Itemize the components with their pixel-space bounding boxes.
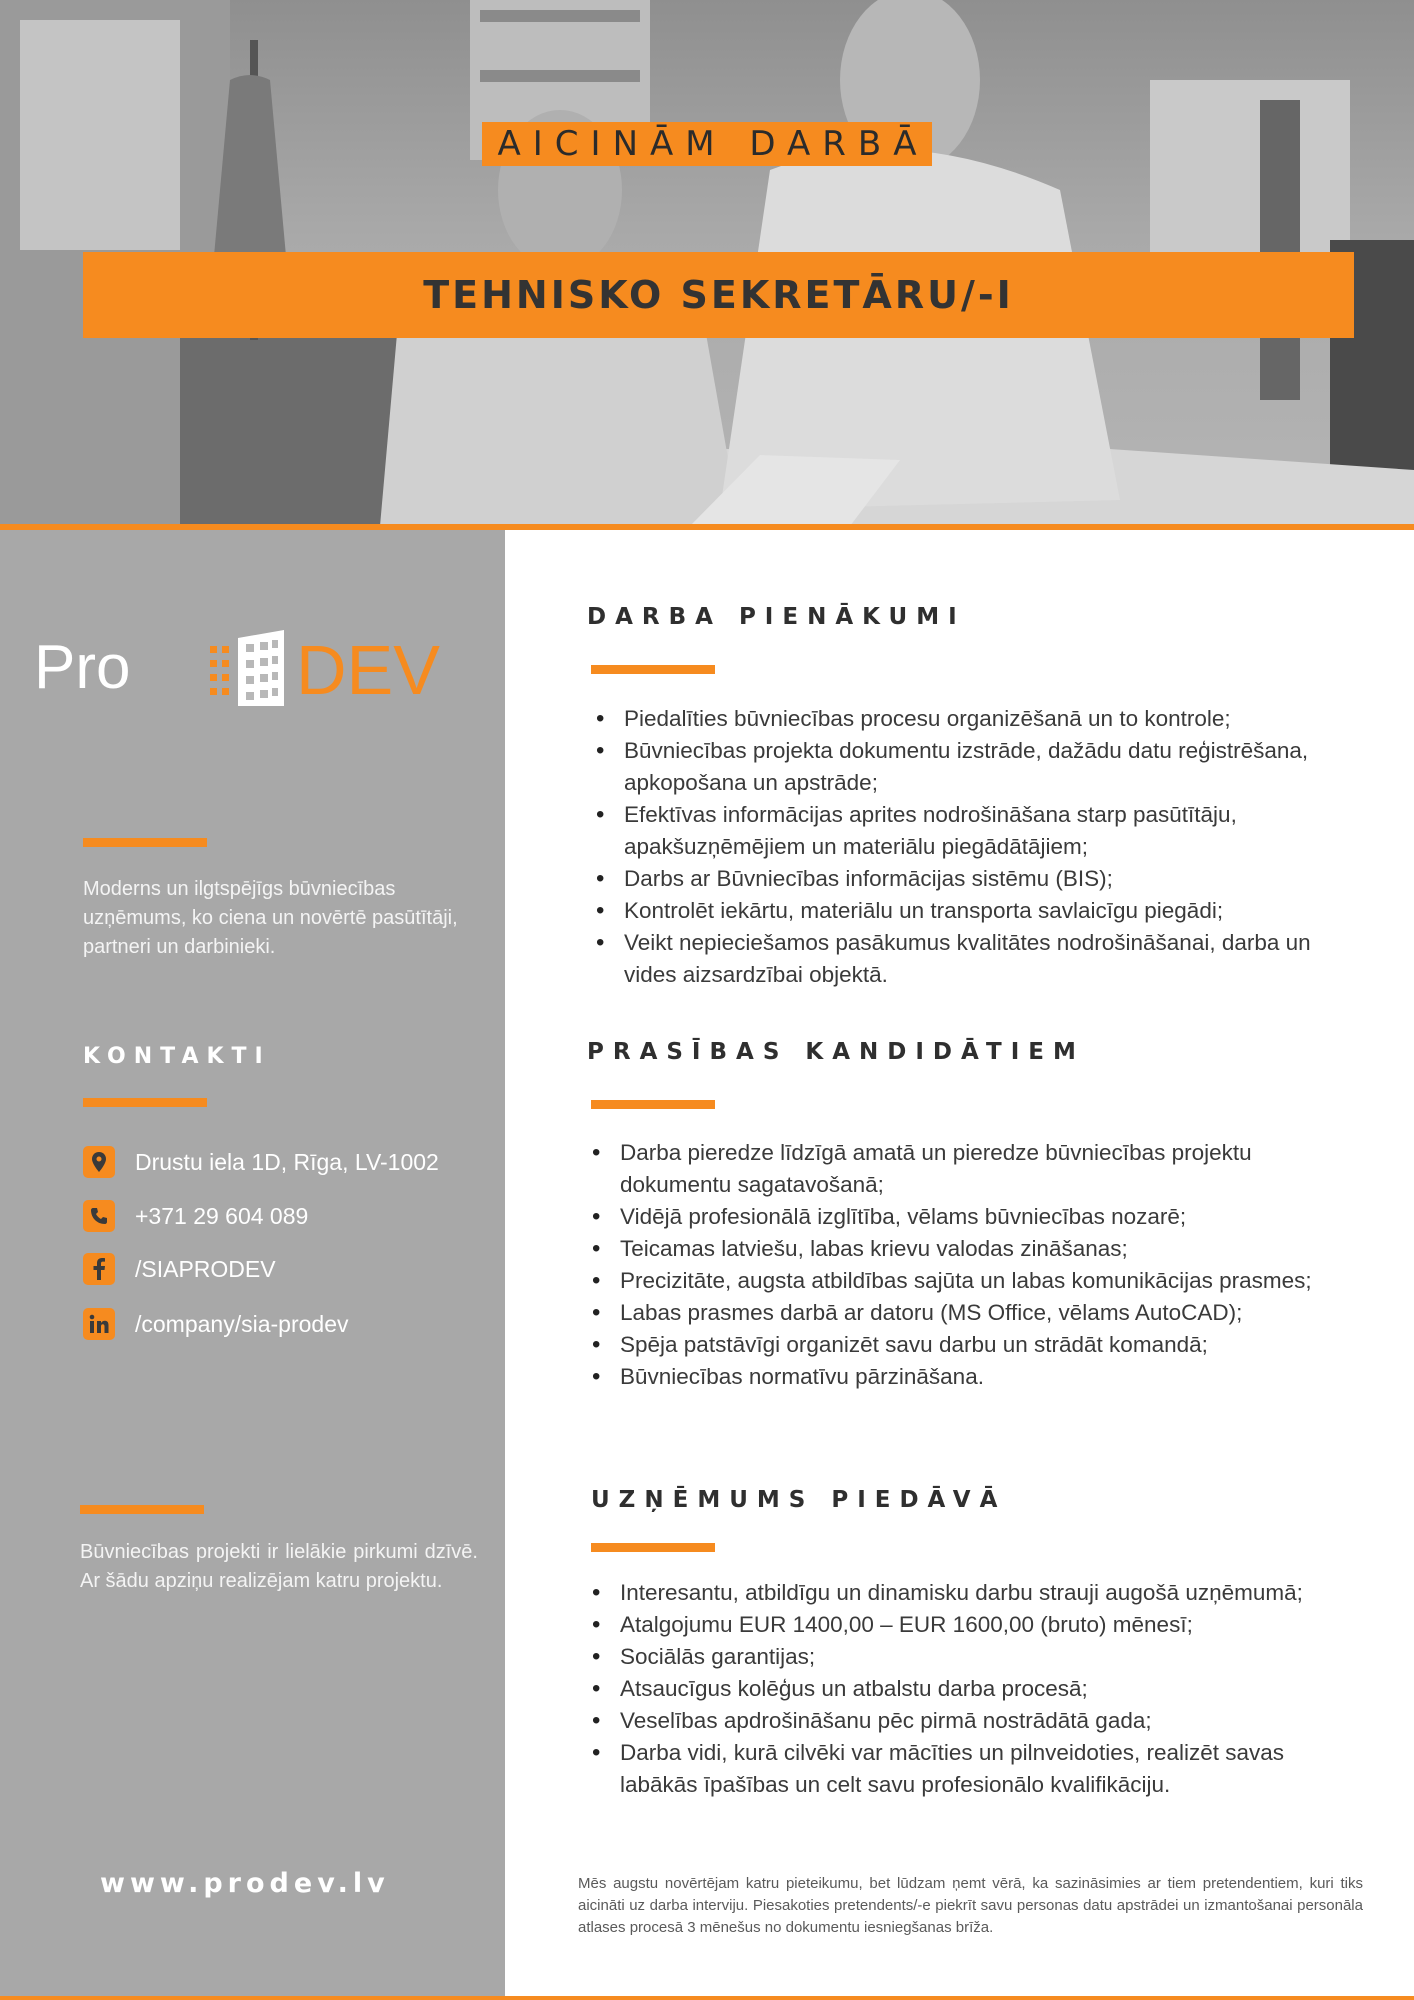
list-item: • Darbs ar Būvniecības informācijas sistēmu (BIS); [590, 863, 1350, 895]
logo-text-left: Pro [34, 633, 131, 702]
list-item: • Piedalīties būvniecības procesu organizēšanā un to kontrole; [590, 703, 1350, 735]
contact-facebook-text: /SIAPRODEV [135, 1255, 276, 1282]
linkedin-icon [83, 1308, 115, 1340]
offers-list [586, 1577, 1346, 1801]
accent-bar [83, 838, 207, 847]
job-title: TEHNISKO SEKRETĀRU/-I [423, 273, 1014, 317]
list-item: • Labas prasmes darbā ar datoru (MS Office, vēlams AutoCAD); [586, 1297, 1346, 1329]
list-item: • Vidējā profesionālā izglītība, vēlams būvniecības nozarē; [586, 1201, 1346, 1233]
logo-dots-icon [210, 646, 229, 695]
facebook-icon [83, 1253, 115, 1285]
location-pin-icon [83, 1146, 115, 1178]
list-item: • Atalgojumu EUR 1400,00 – EUR 1600,00 (bruto) mēnesī; [586, 1609, 1346, 1641]
list-item: • Būvniecības projekta dokumentu izstrāde, dažādu datu reģistrēšana, apkopošana un apstrāde; [590, 735, 1350, 799]
list-item: • Teicamas latviešu, labas krievu valodas zināšanas; [586, 1233, 1346, 1265]
accent-bar [591, 665, 715, 674]
requirements-heading: PRASĪBAS KANDIDĀTIEM [587, 1039, 1085, 1065]
list-item: • Veikt nepieciešamos pasākumus kvalitātes nodrošināšanai, darba un vides aizsardzībai objektā. [590, 927, 1350, 991]
list-item: • Atsaucīgus kolēģus un atbalstu darba procesā; [586, 1673, 1346, 1705]
company-tagline: Moderns un ilgtspējīgs būvniecības uzņēmums, ko ciena un novērtē pasūtītāji, partneri un darbinieki. [83, 878, 458, 958]
list-item: • Veselības apdrošināšanu pēc pirmā nostrādātā gada; [586, 1705, 1346, 1737]
list-item: • Kontrolēt iekārtu, materiālu un transporta savlaicīgu piegādi; [590, 895, 1350, 927]
contact-phone[interactable] [83, 1200, 308, 1232]
logo-text-right: DEV [296, 631, 440, 706]
privacy-footnote: Mēs augstu novērtējam katru pieteikumu, bet lūdzam ņemt vērā, ka sazināsimies ar tiem pretendentiem, kuri tiks aicināti uz darba interviju. Piesakoties pretendents/-e piekrīt savu personas datu apstrādei un izmantošanai personāla atlases procesā 3 mēnešus no dokumentu iesniegšanas brīža. [578, 1875, 1363, 1936]
accent-bar [80, 1505, 204, 1514]
prodev-logo [34, 630, 474, 706]
requirements-list [586, 1137, 1346, 1393]
contact-linkedin[interactable] [83, 1308, 349, 1340]
accent-bar [591, 1100, 715, 1109]
hero-banner [0, 0, 1414, 526]
job-title-bar [83, 252, 1354, 338]
contacts-heading: KONTAKTI [83, 1044, 271, 1069]
website-link[interactable]: www.prodev.lv [100, 1868, 390, 1899]
offers-heading: UZŅĒMUMS PIEDĀVĀ [591, 1487, 1007, 1513]
list-item: • Sociālās garantijas; [586, 1641, 1346, 1673]
duties-heading: DARBA PIENĀKUMI [587, 604, 966, 630]
contact-linkedin-text: /company/sia-prodev [135, 1310, 349, 1337]
phone-icon [83, 1200, 115, 1232]
list-item: • Spēja patstāvīgi organizēt savu darbu un strādāt komandā; [586, 1329, 1346, 1361]
list-item: • Interesantu, atbildīgu un dinamisku darbu strauji augošā uzņēmumā; [586, 1577, 1346, 1609]
list-item: • Darba vidi, kurā cilvēki var mācīties un pilnveidoties, realizēt savas labākās īpašības un celt savu profesionālo kvalifikāciju. [586, 1737, 1346, 1801]
logo-building-icon [238, 630, 284, 706]
list-item: • Precizitāte, augsta atbildības sajūta un labas komunikācijas prasmes; [586, 1265, 1346, 1297]
hero-subtitle: AICINĀM DARBĀ [482, 122, 933, 166]
company-motto: Būvniecības projekti ir lielākie pirkumi dzīvē. Ar šādu apziņu realizējam katru projektu. [80, 1541, 478, 1592]
duties-list [590, 703, 1350, 991]
bottom-divider [0, 1996, 1414, 2000]
accent-bar [591, 1543, 715, 1552]
contact-address [83, 1146, 439, 1178]
list-item: • Efektīvas informācijas aprites nodrošināšana starp pasūtītāju, apakšuzņēmējiem un materiālu piegādātājiem; [590, 799, 1350, 863]
accent-bar [83, 1098, 207, 1107]
contact-phone-text: +371 29 604 089 [135, 1202, 309, 1229]
list-item: • Būvniecības normatīvu pārzināšana. [586, 1361, 1346, 1393]
contact-facebook[interactable] [83, 1253, 276, 1285]
contact-address-text: Drustu iela 1D, Rīga, LV-1002 [135, 1148, 439, 1175]
list-item: • Darba pieredze līdzīgā amatā un pieredze būvniecības projektu dokumentu sagatavošanā; [586, 1137, 1346, 1201]
